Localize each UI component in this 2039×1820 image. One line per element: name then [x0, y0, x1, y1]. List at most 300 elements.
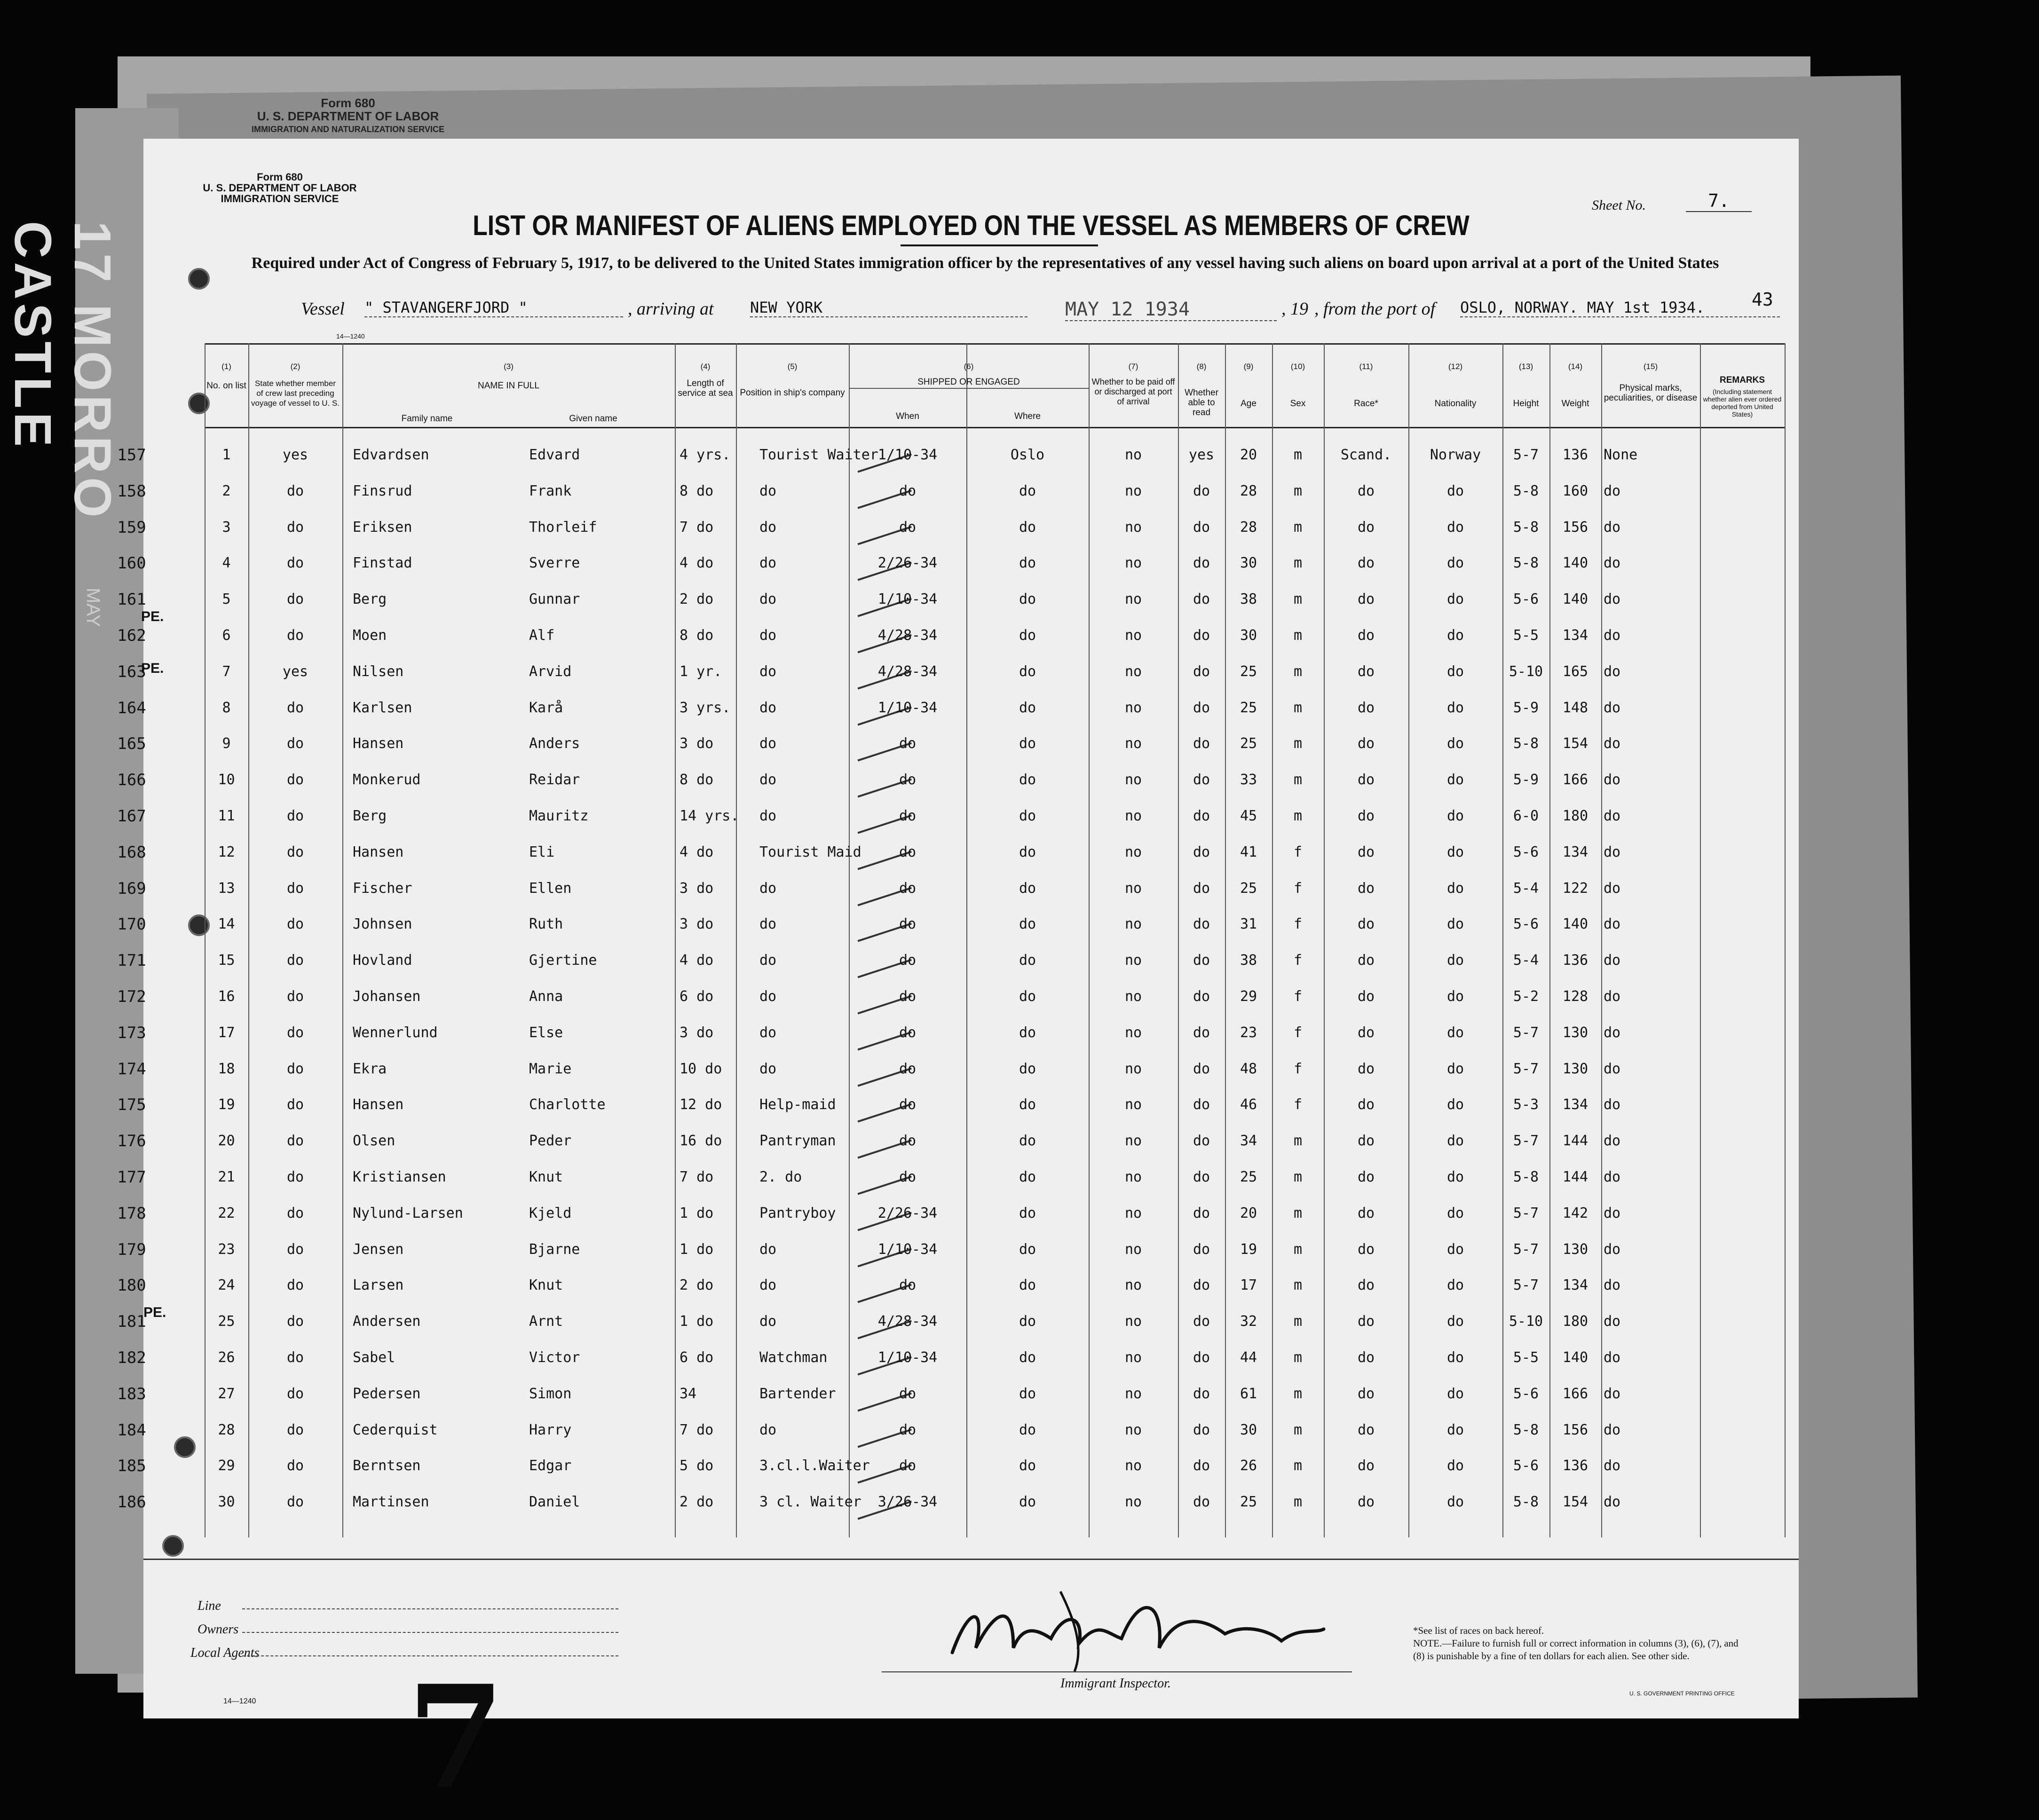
cell-given: Edgar: [529, 1458, 572, 1474]
cell-weight: 136: [1562, 952, 1589, 969]
cell-read: do: [1193, 663, 1210, 680]
cell-weight: 140: [1562, 555, 1589, 572]
cell-no: 4: [222, 555, 231, 572]
cell-height: 5-9: [1513, 699, 1539, 716]
cell-age: 30: [1240, 1421, 1257, 1438]
cell-given: Ruth: [529, 916, 563, 933]
cell-marks: do: [1604, 591, 1621, 608]
cell-service: 3 do: [680, 1024, 714, 1041]
cell-marks: do: [1604, 519, 1621, 536]
table-row: [117, 979, 1785, 1015]
owners-label: Owners: [198, 1622, 239, 1637]
line-number: 173: [117, 1023, 146, 1042]
cell-race: do: [1357, 1277, 1375, 1294]
cell-race: do: [1357, 1241, 1375, 1258]
cell-no: 20: [218, 1133, 235, 1150]
vessel-name: " STAVANGERFJORD ": [364, 299, 623, 317]
cell-nationality: do: [1446, 519, 1464, 536]
cell-read: do: [1193, 880, 1210, 897]
cell-age: 28: [1240, 519, 1257, 536]
cell-paid: no: [1124, 1313, 1142, 1330]
table-row: [117, 510, 1785, 545]
cell-given: Thorleif: [529, 519, 597, 536]
cell-where: do: [1019, 1241, 1036, 1258]
cell-sex: m: [1293, 735, 1303, 752]
cell-age: 29: [1240, 988, 1257, 1005]
cell-where: do: [1019, 591, 1036, 608]
cell-paid: no: [1124, 447, 1142, 463]
cell-prev: do: [286, 808, 304, 824]
cell-service: 1 do: [680, 1241, 714, 1258]
header-no-on-list: No. on list: [206, 381, 246, 391]
cell-race: do: [1357, 1421, 1375, 1438]
cell-paid: no: [1124, 1277, 1142, 1294]
cell-sex: m: [1293, 591, 1303, 608]
cell-read: do: [1193, 1205, 1210, 1221]
cell-family: Finsrud: [353, 482, 412, 499]
cell-when: do: [899, 916, 917, 933]
cell-where: do: [1019, 482, 1036, 499]
cell-age: 28: [1240, 482, 1257, 499]
cell-height: 5-9: [1513, 772, 1539, 788]
cell-read: do: [1193, 1024, 1210, 1041]
owners-field[interactable]: [242, 1631, 618, 1633]
table-row: [117, 1159, 1785, 1195]
cell-no: 18: [218, 1060, 235, 1077]
cell-marks: do: [1604, 880, 1621, 897]
cell-nationality: do: [1446, 916, 1464, 933]
cell-nationality: do: [1446, 1313, 1464, 1330]
header-able-to-read: Whether able to read: [1185, 388, 1218, 418]
cell-family: Olsen: [353, 1133, 395, 1150]
cell-height: 5-7: [1513, 447, 1539, 463]
line-number: 179: [117, 1240, 146, 1259]
cell-family: Nilsen: [353, 663, 404, 680]
cell-sex: m: [1293, 1494, 1303, 1511]
cell-service: 1 do: [680, 1205, 714, 1221]
line-number: 174: [117, 1059, 146, 1079]
inspector-signature-line: [882, 1671, 1352, 1672]
cell-nationality: do: [1446, 1205, 1464, 1221]
cell-prev: do: [286, 1133, 304, 1150]
cell-sex: m: [1293, 1205, 1303, 1221]
header-where: Where: [1014, 411, 1041, 421]
cell-given: Karå: [529, 699, 563, 716]
cell-sex: f: [1293, 880, 1303, 897]
cell-weight: 130: [1562, 1024, 1589, 1041]
cell-weight: 166: [1562, 1385, 1589, 1402]
cell-age: 61: [1240, 1385, 1257, 1402]
cell-no: 10: [218, 772, 235, 788]
cell-position: do: [759, 555, 777, 572]
line-number: 180: [117, 1276, 146, 1295]
cell-nationality: do: [1446, 591, 1464, 608]
cell-height: 5-6: [1513, 916, 1539, 933]
cell-weight: 134: [1562, 843, 1589, 860]
cell-weight: 154: [1562, 735, 1589, 752]
line-number: 161: [117, 590, 146, 609]
cell-given: Charlotte: [529, 1096, 606, 1113]
header-when: When: [896, 411, 919, 421]
cell-read: do: [1193, 952, 1210, 969]
table-row: [117, 437, 1785, 473]
cell-nationality: do: [1446, 1096, 1464, 1113]
cell-nationality: do: [1446, 627, 1464, 644]
cell-when: 2/26-34: [877, 1205, 938, 1221]
cell-weight: 156: [1562, 519, 1589, 536]
cell-age: 38: [1240, 952, 1257, 969]
line-label: Line: [198, 1599, 221, 1613]
cell-family: Eriksen: [353, 519, 412, 536]
cell-where: do: [1019, 1494, 1036, 1511]
cell-no: 9: [222, 735, 231, 752]
line-number: 167: [117, 807, 146, 826]
table-row: [117, 473, 1785, 509]
cell-prev: do: [286, 1277, 304, 1294]
cell-nationality: do: [1446, 1169, 1464, 1185]
cell-marks: do: [1604, 1205, 1621, 1221]
cell-service: 1 do: [680, 1313, 714, 1330]
cell-age: 17: [1240, 1277, 1257, 1294]
header-family-name: Family name: [401, 414, 453, 424]
cell-position: do: [759, 772, 777, 788]
cell-nationality: do: [1446, 555, 1464, 572]
line-field[interactable]: [242, 1608, 618, 1609]
line-number: 157: [117, 446, 146, 465]
cell-family: Cederquist: [353, 1421, 438, 1438]
cell-race: Scand.: [1340, 447, 1392, 463]
cell-marks: do: [1604, 952, 1621, 969]
cell-position: Help-maid: [759, 1096, 836, 1113]
cell-position: do: [759, 482, 777, 499]
cell-family: Jensen: [353, 1241, 404, 1258]
cell-read: do: [1193, 772, 1210, 788]
cell-prev: do: [286, 843, 304, 860]
header-sex: Sex: [1290, 399, 1306, 409]
cell-family: Hovland: [353, 952, 412, 969]
cell-marks: None: [1604, 447, 1638, 463]
cell-no: 24: [218, 1277, 235, 1294]
cell-no: 17: [218, 1024, 235, 1041]
table-row: [117, 1123, 1785, 1159]
table-row: [117, 1268, 1785, 1303]
cell-no: 25: [218, 1313, 235, 1330]
cell-when: 1/10-34: [877, 1349, 938, 1366]
cell-height: 5-7: [1513, 1133, 1539, 1150]
date-stamp: MAY 12 1934: [1065, 299, 1277, 321]
cell-paid: no: [1124, 1349, 1142, 1366]
cell-position: do: [759, 1241, 777, 1258]
cell-paid: no: [1124, 1169, 1142, 1185]
cell-nationality: do: [1446, 663, 1464, 680]
cell-position: 3 cl. Waiter: [759, 1494, 861, 1511]
cell-position: do: [759, 663, 777, 680]
margin-mark: PE.: [141, 609, 164, 624]
cell-family: Moen: [353, 627, 387, 644]
cell-paid: no: [1124, 735, 1142, 752]
cell-paid: no: [1124, 1494, 1142, 1511]
cell-given: Alf: [529, 627, 555, 644]
cell-height: 5-8: [1513, 555, 1539, 572]
cell-given: Reidar: [529, 772, 580, 788]
cell-family: Johansen: [353, 988, 421, 1005]
cell-service: 8 do: [680, 772, 714, 788]
line-number: 159: [117, 518, 146, 537]
cell-race: do: [1357, 843, 1375, 860]
cell-weight: 136: [1562, 447, 1589, 463]
line-number: 184: [117, 1420, 146, 1440]
line-number: 165: [117, 734, 146, 754]
cell-no: 23: [218, 1241, 235, 1258]
cell-prev: do: [286, 1494, 304, 1511]
cell-race: do: [1357, 699, 1375, 716]
cell-paid: no: [1124, 1096, 1142, 1113]
cell-sex: m: [1293, 1313, 1303, 1330]
cell-when: do: [899, 1024, 917, 1041]
cell-when: 1/10-34: [877, 1241, 938, 1258]
table-row: [117, 618, 1785, 654]
cell-age: 23: [1240, 1024, 1257, 1041]
cell-race: do: [1357, 1349, 1375, 1366]
cell-when: 4/28-34: [877, 1313, 938, 1330]
cell-nationality: do: [1446, 772, 1464, 788]
cell-prev: yes: [282, 663, 308, 680]
cell-weight: 136: [1562, 1458, 1589, 1474]
cell-service: 3 do: [680, 880, 714, 897]
cell-where: do: [1019, 916, 1036, 933]
cell-given: Anders: [529, 735, 580, 752]
cell-age: 26: [1240, 1458, 1257, 1474]
cell-race: do: [1357, 627, 1375, 644]
cell-race: do: [1357, 1458, 1375, 1474]
cell-when: do: [899, 988, 917, 1005]
cell-prev: do: [286, 519, 304, 536]
cell-race: do: [1357, 772, 1375, 788]
cell-weight: 165: [1562, 663, 1589, 680]
cell-given: Ellen: [529, 880, 572, 897]
cell-family: Monkerud: [353, 772, 421, 788]
cell-no: 21: [218, 1169, 235, 1185]
cell-sex: m: [1293, 772, 1303, 788]
line-number: 164: [117, 698, 146, 717]
cell-race: do: [1357, 1096, 1375, 1113]
cell-marks: do: [1604, 1494, 1621, 1511]
cell-marks: do: [1604, 1313, 1621, 1330]
cell-race: do: [1357, 663, 1375, 680]
vessel-line: Vessel " STAVANGERFJORD " , arriving at NEW YORK MAY 12 1934 , 19 , from the port of OSLO, NORWAY. MAY 1st 1934. 43: [143, 299, 1799, 327]
cell-marks: do: [1604, 808, 1621, 824]
cell-given: Bjarne: [529, 1241, 580, 1258]
document-subtitle: Required under Act of Congress of February 5, 1917, to be delivered to the United States immigration officer by the representatives of any vessel having such aliens on board upon arrival at a port of the United States: [251, 254, 1719, 272]
cell-height: 5-7: [1513, 1241, 1539, 1258]
cell-where: do: [1019, 1060, 1036, 1077]
cell-position: do: [759, 1060, 777, 1077]
cell-height: 5-5: [1513, 1349, 1539, 1366]
cell-when: 3/26-34: [877, 1494, 938, 1511]
cell-read: do: [1193, 843, 1210, 860]
cell-age: 48: [1240, 1060, 1257, 1077]
cell-age: 30: [1240, 627, 1257, 644]
cell-service: 6 do: [680, 1349, 714, 1366]
cell-race: do: [1357, 808, 1375, 824]
title-underline: [901, 244, 1098, 246]
cell-age: 30: [1240, 555, 1257, 572]
cell-weight: 180: [1562, 808, 1589, 824]
header-nationality: Nationality: [1434, 399, 1477, 409]
cell-sex: f: [1293, 1096, 1303, 1113]
cell-age: 33: [1240, 772, 1257, 788]
table-row: [117, 943, 1785, 978]
cell-age: 20: [1240, 1205, 1257, 1221]
cell-prev: do: [286, 699, 304, 716]
margin-mark: PE.: [143, 1305, 166, 1320]
cell-age: 38: [1240, 591, 1257, 608]
footer-rule: [143, 1559, 1799, 1560]
cell-nationality: do: [1446, 808, 1464, 824]
sheet-number: 7.: [1686, 190, 1752, 212]
cell-read: do: [1193, 699, 1210, 716]
cell-when: do: [899, 1421, 917, 1438]
cell-weight: 122: [1562, 880, 1589, 897]
cell-marks: do: [1604, 1133, 1621, 1150]
cell-where: do: [1019, 1096, 1036, 1113]
cell-no: 27: [218, 1385, 235, 1402]
table-row: [117, 1484, 1785, 1520]
binder-hole: [188, 268, 210, 290]
cell-sex: m: [1293, 482, 1303, 499]
cell-family: Fischer: [353, 880, 412, 897]
cell-age: 31: [1240, 916, 1257, 933]
line-number: 182: [117, 1348, 146, 1367]
cell-service: 5 do: [680, 1458, 714, 1474]
cell-marks: do: [1604, 482, 1621, 499]
cell-position: do: [759, 519, 777, 536]
cell-when: do: [899, 843, 917, 860]
cell-marks: do: [1604, 1241, 1621, 1258]
cell-when: do: [899, 1133, 917, 1150]
cell-where: Oslo: [1010, 447, 1045, 463]
cell-prev: do: [286, 988, 304, 1005]
cell-age: 41: [1240, 843, 1257, 860]
cell-prev: do: [286, 916, 304, 933]
table-row: [117, 1232, 1785, 1268]
cell-sex: m: [1293, 1277, 1303, 1294]
table-row: [117, 726, 1785, 762]
cell-nationality: do: [1446, 482, 1464, 499]
cell-sex: f: [1293, 1024, 1303, 1041]
cell-when: do: [899, 735, 917, 752]
cell-prev: do: [286, 1458, 304, 1474]
cell-when: 2/26-34: [877, 555, 938, 572]
cell-sex: m: [1293, 447, 1303, 463]
cell-given: Anna: [529, 988, 563, 1005]
cell-nationality: do: [1446, 1060, 1464, 1077]
cell-given: Simon: [529, 1385, 572, 1402]
cell-read: do: [1193, 1241, 1210, 1258]
cell-prev: do: [286, 627, 304, 644]
cell-read: yes: [1188, 447, 1215, 463]
cell-where: do: [1019, 735, 1036, 752]
cell-marks: do: [1604, 1458, 1621, 1474]
cell-height: 5-7: [1513, 1060, 1539, 1077]
cell-given: Mauritz: [529, 808, 589, 824]
cell-no: 3: [222, 519, 231, 536]
spine-sub: MAY: [83, 588, 103, 627]
cell-paid: no: [1124, 916, 1142, 933]
cell-no: 30: [218, 1494, 235, 1511]
cell-when: 4/28-34: [877, 663, 938, 680]
cell-sex: f: [1293, 916, 1303, 933]
cell-family: Karlsen: [353, 699, 412, 716]
cell-paid: no: [1124, 808, 1142, 824]
table-row: [117, 871, 1785, 906]
cell-read: do: [1193, 1313, 1210, 1330]
cell-service: 3 do: [680, 735, 714, 752]
cell-when: do: [899, 519, 917, 536]
cell-where: do: [1019, 519, 1036, 536]
cell-service: 12 do: [680, 1096, 722, 1113]
cell-marks: do: [1604, 627, 1621, 644]
binder-hole: [174, 1436, 196, 1458]
cell-where: do: [1019, 1385, 1036, 1402]
cell-height: 5-7: [1513, 1205, 1539, 1221]
cell-service: 10 do: [680, 1060, 722, 1077]
cell-given: Gunnar: [529, 591, 580, 608]
cell-where: do: [1019, 699, 1036, 716]
cell-sex: m: [1293, 1133, 1303, 1150]
cell-nationality: do: [1446, 1349, 1464, 1366]
cell-position: do: [759, 1024, 777, 1041]
cell-height: 5-4: [1513, 880, 1539, 897]
cell-where: do: [1019, 808, 1036, 824]
cell-sex: f: [1293, 1060, 1303, 1077]
cell-read: do: [1193, 555, 1210, 572]
line-number: 181: [117, 1312, 146, 1332]
cell-marks: do: [1604, 1169, 1621, 1185]
cell-read: do: [1193, 482, 1210, 499]
cell-where: do: [1019, 555, 1036, 572]
cell-read: do: [1193, 1060, 1210, 1077]
cell-family: Wennerlund: [353, 1024, 438, 1041]
cell-given: Frank: [529, 482, 572, 499]
cell-service: 34: [680, 1385, 697, 1402]
cell-family: Edvardsen: [353, 447, 429, 463]
cell-no: 29: [218, 1458, 235, 1474]
table-row: [117, 1448, 1785, 1484]
cell-when: 1/10-34: [877, 591, 938, 608]
cell-marks: do: [1604, 663, 1621, 680]
cell-when: 1/10-34: [877, 447, 938, 463]
table-row: [117, 1051, 1785, 1087]
cell-nationality: do: [1446, 1133, 1464, 1150]
cell-position: 3.cl.l.Waiter: [759, 1458, 870, 1474]
cell-race: do: [1357, 482, 1375, 499]
cell-given: Peder: [529, 1133, 572, 1150]
cell-where: do: [1019, 772, 1036, 788]
cell-given: Marie: [529, 1060, 572, 1077]
cell-race: do: [1357, 1385, 1375, 1402]
cell-race: do: [1357, 1313, 1375, 1330]
cell-when: do: [899, 1458, 917, 1474]
cell-position: do: [759, 1277, 777, 1294]
line-number: 168: [117, 843, 146, 862]
cell-paid: no: [1124, 1060, 1142, 1077]
cell-paid: no: [1124, 1241, 1142, 1258]
cell-no: 5: [222, 591, 231, 608]
cell-prev: do: [286, 482, 304, 499]
arrival-port: NEW YORK: [750, 299, 1027, 317]
cell-no: 28: [218, 1421, 235, 1438]
